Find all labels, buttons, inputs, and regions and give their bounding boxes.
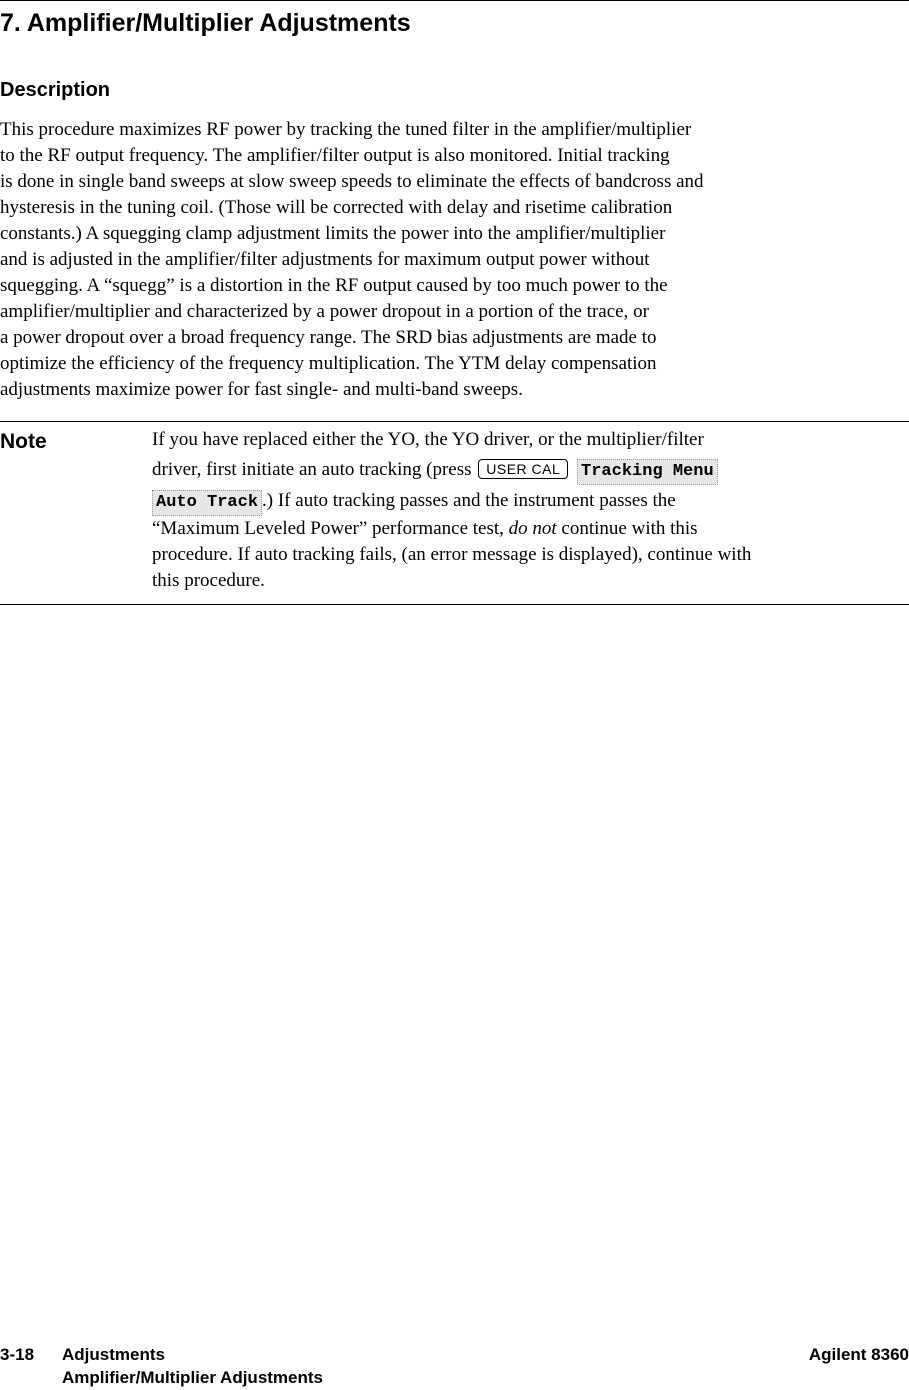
description-line: hysteresis in the tuning coil. (Those will be corrected with delay and risetime calibration [0, 197, 673, 218]
description-line: a power dropout over a broad frequency range. The SRD bias adjustments are made to [0, 327, 657, 348]
note-line [152, 516, 909, 542]
description-line: and is adjusted in the amplifier/filter adjustments for maximum output power without [0, 249, 650, 270]
description-line: This procedure maximizes RF power by tracking the tuned filter in the amplifier/multiplier [0, 119, 692, 140]
note-line [152, 454, 909, 486]
description-heading: Description [0, 79, 111, 101]
note-emphasis: do not [508, 518, 557, 539]
top-rule [0, 0, 909, 1]
note-bottom-rule [0, 604, 909, 605]
description-line: optimize the efficiency of the frequency multiplication. The YTM delay compensation [0, 353, 657, 374]
tracking-menu-softkey: Tracking Menu [577, 459, 718, 485]
footer-section: Amplifier/Multiplier Adjustments [62, 1368, 324, 1387]
description-line: to the RF output frequency. The amplifier/filter output is also monitored. Initial tracking [0, 145, 670, 166]
description-line: constants.) A squegging clamp adjustment limits the power into the amplifier/multiplier [0, 223, 666, 244]
description-paragraph [0, 117, 909, 403]
description-line: squegging. A “squegg” is a distortion in the RF output caused by too much power to the [0, 275, 668, 296]
user-cal-hardkey: USER CAL [478, 459, 568, 479]
note-line [152, 486, 909, 516]
note-text: “Maximum Leveled Power” performance test, [152, 518, 504, 539]
description-line: amplifier/multiplier and characterized by a power dropout in a portion of the trace, or [0, 301, 649, 322]
note-line: this procedure. [152, 570, 265, 591]
footer-chapter: Adjustments [62, 1345, 165, 1364]
section-title: 7. Amplifier/Multiplier Adjustments [0, 9, 411, 37]
note-text: driver, first initiate an auto tracking (press [152, 459, 472, 480]
note-text: .) If auto tracking passes and the instrument passes the [262, 490, 676, 511]
footer-page-number: 3-18 [0, 1345, 35, 1364]
footer-product: Agilent 8360 [808, 1345, 909, 1364]
description-line: is done in single band sweeps at slow sweep speeds to eliminate the effects of bandcross and [0, 171, 704, 192]
note-line: procedure. If auto tracking fails, (an error message is displayed), continue with [152, 544, 752, 565]
note-top-rule [0, 421, 909, 422]
auto-track-softkey: Auto Track [152, 490, 262, 516]
note-label: Note [0, 430, 47, 453]
note-text: continue with this [561, 518, 698, 539]
note-line: If you have replaced either the YO, the YO driver, or the multiplier/filter [152, 429, 704, 450]
note-body [152, 426, 909, 594]
description-line: adjustments maximize power for fast single- and multi-band sweeps. [0, 379, 523, 400]
